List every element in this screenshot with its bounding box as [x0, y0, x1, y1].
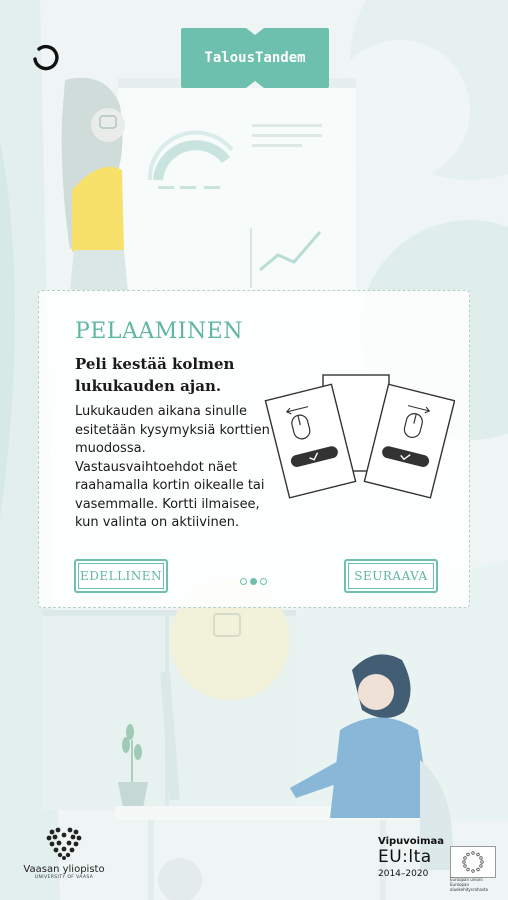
- previous-button[interactable]: [74, 559, 168, 593]
- previous-button-label: EDELLINEN: [79, 569, 163, 583]
- eu-years: 2014–2020: [378, 869, 429, 879]
- reload-icon: [28, 40, 62, 74]
- next-button-label: SEURAAVA: [354, 569, 428, 583]
- pagination-dot-2: [250, 578, 257, 585]
- pagination-dot-3: [260, 578, 267, 585]
- next-button[interactable]: [344, 559, 438, 593]
- eu-flag-icon: [450, 846, 496, 878]
- university-subtitle: UNIVERSITY OF VAASA: [34, 875, 94, 880]
- reload-button[interactable]: [26, 38, 64, 76]
- eu-title: Vipuvoimaa: [378, 836, 445, 847]
- logo-text: TalousTandem: [204, 50, 306, 66]
- card-title: PELAAMINEN: [75, 319, 244, 344]
- heart-logo-icon: [44, 826, 84, 860]
- pagination-dot-1: [240, 578, 247, 585]
- card-subtitle: Peli kestää kolmen lukukauden ajan.: [75, 355, 235, 395]
- university-name: Vaasan yliopisto: [23, 864, 105, 875]
- tutorial-card: [38, 290, 470, 608]
- eu-funding-logo: [378, 836, 498, 890]
- taloustandem-logo: [181, 28, 329, 88]
- swipe-cards-illustration: [259, 373, 455, 503]
- university-logo: [12, 826, 116, 880]
- eu-flag-caption: Euroopan unioni Euroopan aluekehitysrahasto: [450, 877, 489, 892]
- eu-main-text: EU:lta: [378, 847, 432, 867]
- card-body: Lukukauden aikana sinulle esitetään kysymyksiä korttien muodossa. Vastausvaihtoehdot näet raahamalla kortin oikealle tai vasemmalle. Kortti ilmaisee, kun valinta on aktiivinen.: [75, 404, 270, 530]
- pagination-dots: [240, 578, 267, 585]
